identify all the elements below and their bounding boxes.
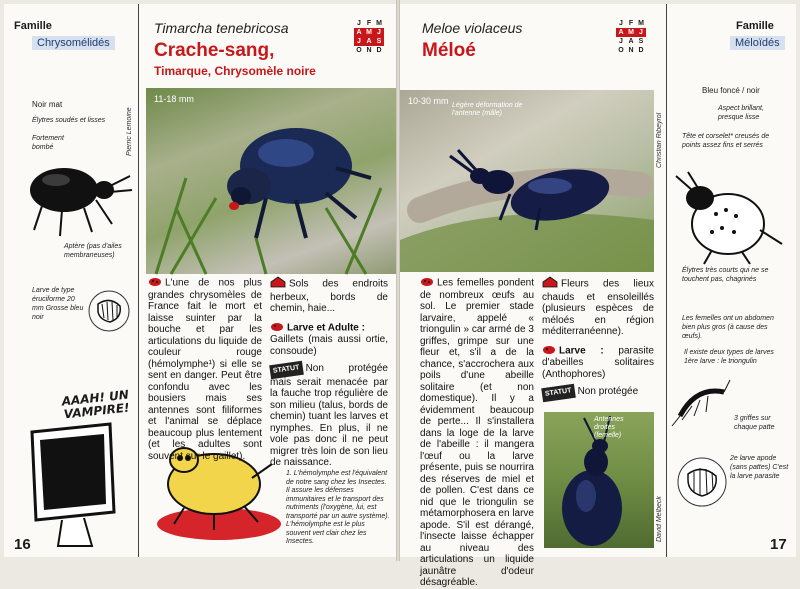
food-block [270,321,388,358]
info-column [542,276,654,400]
size-range: 11-18 mm [154,94,194,104]
food-text: Gaillets (mais aussi ortie, consoude) [270,334,388,357]
description-paragraph: Les femelles pondent de nombreux œufs au sol. Le premier stade larvaire, appelé « triongulin » car armé de 3 griffes, grimpe sur une fleur et, s'il a de la chance, s'accrochera aux poils d'une abeille solitaire (et non domestique). Il y a évidemment beaucoup de perte... Il s'installera dans la loge de la larve de l'abeille : il mangera l'œuf ou la larve présente, puis se nourrira des réserves de miel et de pollen. C'est dans ce nid que le triongulin se métamorphosera en larve apode. S'il est dérangé, l'insecte laisse échapper au niveau des articulations un liquide jaunâtre d'odeur désagréable. [420,277,534,588]
habitat-block [270,276,388,315]
activity-calendar [354,19,384,55]
calendar-month: A [364,37,374,46]
status-block [542,386,654,400]
house-icon [542,276,558,292]
tv-cartoon [22,424,122,554]
calendar-month: M [626,28,636,37]
famille-label: Famille [736,20,774,32]
famille-name: Chrysomélidés [32,36,115,50]
food-text: parasite d'abeilles solitaires (Anthophores) [542,344,654,380]
description-text [148,276,262,462]
calendar-month: N [366,47,372,54]
note-tete: Tête et corselet* creusés de points assez fins et serrés [682,133,770,149]
calendar-month: D [376,47,382,54]
note-aptere: Aptère (pas d'ailes membraneuses) [64,243,122,259]
activity-calendar [616,19,646,55]
meloe-drawing [672,170,792,266]
habitat-block [542,276,654,338]
calendar-month: J [354,37,364,46]
status-text: Non protégée [577,386,639,397]
calendar-month: M [638,20,644,27]
photo-credit: Pierric Lemoine [126,107,133,156]
food-block [542,344,654,381]
meloe-photo [400,90,654,272]
food-label: Larve : [559,344,604,356]
status-block [270,363,388,469]
triongulin-drawing [672,376,732,432]
ladybug-icon [148,276,162,290]
note-noir-mat: Noir mat [32,100,63,109]
page-number: 17 [770,536,787,553]
page-right [400,4,796,588]
beetle-drawing [12,144,138,244]
calendar-month: A [628,38,634,45]
photo-credit-bottom: David Melbeck [656,496,663,542]
calendar-month: J [619,38,623,45]
note-aspect: Aspect brillant, presque lisse [718,105,764,121]
food-label: Larve et Adulte : [287,321,365,333]
description-paragraph: L'une de nos plus grandes chrysomèles de France fait le mort et laisse suinter par la bouche et par les articulations du liquide de couleur rouge (hémolymphe¹) si elle se sent en danger. Peut être confondu avec les bousiers mais ses antennes sont filiformes et l'animal se déplace beaucoup plus lentement (et les adultes sont souvent sur le gaillet). [148,277,262,462]
house-icon [270,276,286,292]
ladybug-icon [420,276,434,290]
photo-credit-top: Christian Ribeyrol [656,112,663,168]
calendar-month: F [366,20,372,27]
note-larves: Il existe deux types de larves 1ère larve : le triongulin [684,349,774,365]
habitat-text: Sols des endroits herbeux, bords de chemin, haie... [270,278,388,314]
famille-name: Méloïdés [730,36,785,50]
info-column [270,276,388,469]
photo-annotation: Légère déformation de l'antenne (mâle) [452,102,523,117]
cartoon-speech: AAAH! UN VAMPIRE! [61,387,131,422]
description-text [420,276,534,589]
note-larve: Larve de type éruciforme 20 mm Grosse bleu noir [32,287,84,321]
larva-drawing [88,290,130,332]
note-elytres: Élytres très courts qui ne se touchent pas, chagrinés [682,267,769,283]
page-number: 16 [14,536,31,553]
calendar-month: O [618,47,624,54]
beetle-photo [146,88,396,274]
note-griffes: 3 griffes sur chaque patte [734,415,775,431]
calendar-month: A [616,28,626,37]
meloe-photo-2 [544,412,654,548]
page-left [4,4,396,557]
note-color: Bleu foncé / noir [702,86,760,95]
photo-2-annotation: Antennes droites (femelle) [594,416,624,439]
statut-badge: STATUT [269,361,303,379]
calendar-month: J [636,28,646,37]
calendar-month: S [638,38,644,45]
common-name-alt: Timarque, Chrysomèle noire [154,64,316,78]
status-text: Non protégée mais serait menacée par la fauche trop régulière de son milieu (talus, bords de chemin) tuant les larves et nymphes. En plus, il ne vole pas donc il ne peut migrer très loin de son lieu de naissance. [270,363,388,468]
note-elytres: Élytres soudés et lisses [32,117,106,124]
scientific-name: Meloe violaceus [422,20,523,36]
note-femelles: Les femelles ont un abdomen bien plus gros (à cause des œufs). [682,315,774,340]
calendar-month: O [356,47,362,54]
calendar-month: N [628,47,634,54]
statut-badge: STATUT [541,384,575,402]
calendar-month: J [357,20,361,27]
footnote: 1. L'hémolymphe est l'équivalent de notre sang chez les Insectes. Il assure les défenses immunitaires et le transport des nutriments (l'oxygène, lui, est transporté par un autre système). L'hémolymphe est le plus souvent vert clair chez les Insectes. [286,470,390,545]
note-fortement: Fortement bombé [32,135,64,151]
scientific-name: Timarcha tenebricosa [154,20,289,36]
size-range: 10-30 mm [408,96,449,106]
calendar-month: J [619,20,623,27]
famille-label: Famille [14,20,52,32]
ladybug-icon [270,321,284,335]
sidebar-divider [666,4,667,557]
common-name: Crache-sang, [154,40,275,61]
calendar-month: M [376,20,382,27]
sidebar-divider [138,4,139,557]
beetle-photo-image [146,88,396,274]
calendar-month: M [364,28,374,37]
calendar-month: D [638,47,644,54]
common-name: Méloé [422,40,476,61]
habitat-text: Fleurs des lieux chauds et ensoleillés (plusieurs espèces de méloés en région méditerranéenne). [542,278,654,337]
note-larve2: 2e larve apode (sans pattes) C'est la larve parasite [730,455,789,480]
ladybug-icon [542,344,556,358]
calendar-month: A [354,28,364,37]
calendar-month: S [374,37,384,46]
calendar-month: F [628,20,634,27]
calendar-month: J [374,28,384,37]
apode-larva-drawing [676,456,728,508]
